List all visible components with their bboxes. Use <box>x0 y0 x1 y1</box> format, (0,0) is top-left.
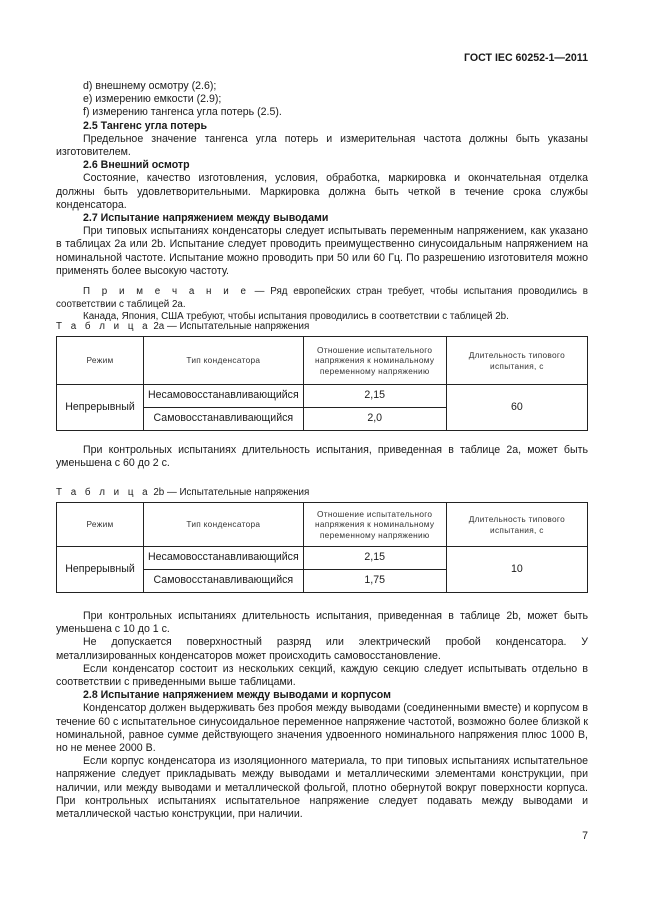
header-mode: Режим <box>57 503 144 547</box>
section-text-2-8-second: Если корпус конденсатора из изоляционного материала, то при типовых испытаниях испытательное напряжение следует прикладывать между выводами и металлическими элементами конструкции, при наличии, или между выводами и металлической фольгой, плотно обернутой вокруг поверхности корпуса. При контрольных испытаниях испытательное напряжение следует подавать между выводами и металлической частью конструкции, при наличии. <box>56 755 588 821</box>
paragraph: При контрольных испытаниях длительность испытания, приведенная в таблице 2b, может быть уменьшена с 10 до 1 с. <box>56 610 588 636</box>
page-number: 7 <box>582 830 588 842</box>
list-item: d) внешнему осмотру (2.6); <box>83 80 217 92</box>
list-item: f) измерению тангенса угла потерь (2.5). <box>83 106 282 119</box>
table-header-row <box>57 503 588 547</box>
paragraph: Если конденсатор состоит из нескольких секций, каждую секцию следует испытывать отдельно в соответствии с приведенными выше таблицами. <box>56 662 588 689</box>
cell-duration: 10 <box>446 547 587 593</box>
caption-text: 2а — Испытательные напряжения <box>150 321 310 332</box>
text-block-top <box>56 80 588 324</box>
table-2b-caption <box>56 486 588 499</box>
table-2a-caption <box>56 320 588 333</box>
cell-type: Самовосстанавливающийся <box>144 408 304 431</box>
table-2b <box>56 502 588 593</box>
text-block-bottom <box>56 610 588 821</box>
cell-type: Самовосстанавливающийся <box>144 570 304 593</box>
cell-type: Несамовосстанавливающийся <box>144 547 304 570</box>
header-mode: Режим <box>57 337 144 385</box>
cell-mode: Непрерывный <box>57 385 144 431</box>
header-type: Тип конденсатора <box>144 337 304 385</box>
header-ratio: Отношение испытательного напряжения к номинальному переменному напряжению <box>303 503 446 547</box>
cell-type: Несамовосстанавливающийся <box>144 385 304 408</box>
cell-duration: 60 <box>446 385 587 431</box>
note-second: Канада, Япония, США требуют, чтобы испытания проводились в соответствии с таблицей 2b. <box>83 311 509 323</box>
section-heading-2-8: 2.8 Испытание напряжением между выводами и корпусом <box>83 689 391 702</box>
section-heading-2-5: 2.5 Тангенс угла потерь <box>83 119 207 132</box>
cell-ratio: 2,15 <box>303 547 446 570</box>
cell-mode: Непрерывный <box>57 547 144 593</box>
note-text: — Ряд европейских стран требует, чтобы испытания проводились в соответствии с таблицей 2а. <box>56 286 588 310</box>
table-row <box>57 385 588 408</box>
cell-ratio: 2,15 <box>303 385 446 408</box>
section-text-2-6: Состояние, качество изготовления, условия, обработка, маркировка и окончательная отделка должны быть удовлетворительными. Маркировка должна быть четкой в течение срока службы конденсатора. <box>56 172 588 211</box>
caption-label: Т а б л и ц а <box>56 487 151 498</box>
paragraph: При контрольных испытаниях длительность испытания, приведенная в таблице 2а, может быть уменьшена с 60 до 2 с. <box>56 444 588 470</box>
standard-header: ГОСТ IEC 60252-1—2011 <box>464 52 588 64</box>
note <box>56 286 588 311</box>
header-duration: Длительность типового испытания, с <box>446 337 587 385</box>
paragraph: Не допускается поверхностный разряд или электрический пробой конденсатора. У металлизированных конденсаторов может происходить самовосстановление. <box>56 636 588 662</box>
caption-label: Т а б л и ц а <box>56 321 151 332</box>
section-heading-2-6: 2.6 Внешний осмотр <box>83 159 190 172</box>
note-label: П р и м е ч а н и е <box>83 286 249 298</box>
header-duration: Длительность типового испытания, с <box>446 503 587 547</box>
cell-ratio: 2,0 <box>303 408 446 431</box>
text-after-table-2a <box>56 444 588 470</box>
table-header-row <box>57 337 588 385</box>
section-text-2-5: Предельное значение тангенса угла потерь и измерительная частота должны быть указаны изготовителем. <box>56 132 588 159</box>
section-text-2-8: Конденсатор должен выдерживать без пробоя между выводами (соединенными вместе) и корпусом в течение 60 с испытательное синусоидальное переменное напряжение частотой, возможно более близкой к номинальной, равное сумме действующего значения удвоенного номинального напряжения плюс 1000 В, но не менее 2000 В. <box>56 702 588 755</box>
header-type: Тип конденсатора <box>144 503 304 547</box>
table-2a <box>56 336 588 431</box>
list-item: e) измерению емкости (2.9); <box>83 93 222 106</box>
header-ratio: Отношение испытательного напряжения к номинальному переменному напряжению <box>303 337 446 385</box>
table-row <box>57 547 588 570</box>
cell-ratio: 1,75 <box>303 570 446 593</box>
section-text-2-7: При типовых испытаниях конденсаторы следует испытывать переменным напряжением, как указано в таблицах 2а или 2b. Испытание следует проводить преимущественно синусоидальным напряжением на номинальной частоте. Испытание можно проводить при 50 или 60 Гц. По разрешению изготовителя можно применять более высокую частоту. <box>56 225 588 277</box>
caption-text: 2b — Испытательные напряжения <box>150 487 310 498</box>
section-heading-2-7: 2.7 Испытание напряжением между выводами <box>83 212 329 225</box>
